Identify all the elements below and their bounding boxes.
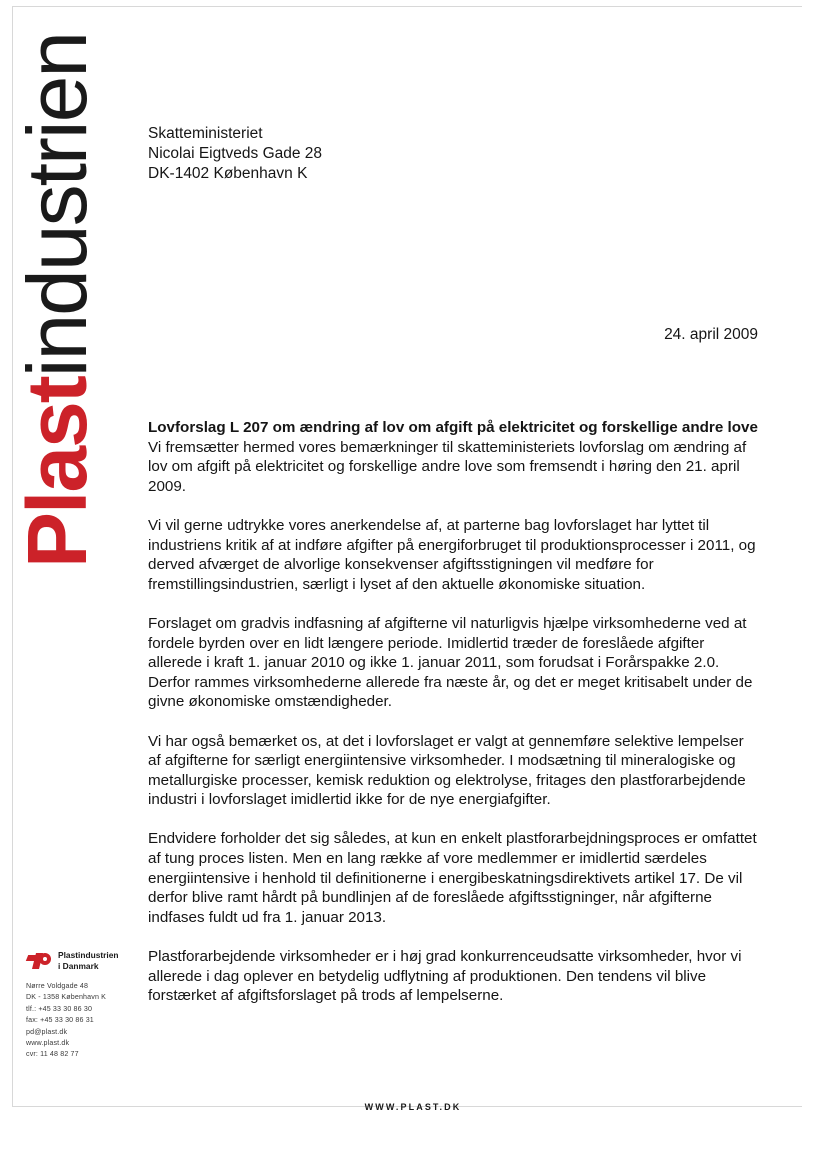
footer-logo-row xyxy=(26,950,144,971)
footer-contact-city: DK - 1358 København K xyxy=(26,993,107,1002)
footer-contact-details xyxy=(26,981,144,1061)
brand-wordmark-red-part: Plast xyxy=(10,377,104,568)
recipient-line-2: Nicolai Eigtveds Gade 28 xyxy=(148,145,323,162)
letter-paragraph-6: Plastforarbejdende virksomheder er i høj grad konkurrenceudsatte virksomheder, hvor vi allerede i dag oplever en betydelig udflytning af produktionen. Den tendens vil blive forstærket af afgiftsforslaget på trods af lempelserne. xyxy=(148,948,742,1005)
recipient-line-3: DK-1402 København K xyxy=(148,165,308,182)
letter-paragraph-5: Endvidere forholder det sig således, at kun en enkelt plastforarbejdningsproces er omfattet af tung proces listen. Men en lang række af vore medlemmer er imidlertid særdeles energiintensive i henhold til definitionerne i energibeskatningsdirektivets artikel 17. De vil derfor blive ramt hårdt på bundlinjen af de foreslåede afgiftsstigninger, når afgifterne indfases fuldt ud fra 1. januar 2013. xyxy=(148,830,757,926)
plastindustrien-pd-logo-icon xyxy=(26,951,52,971)
footer-contact-cvr: cvr: 11 48 82 77 xyxy=(26,1050,79,1059)
footer-contact-email: pd@plast.dk xyxy=(26,1027,68,1036)
vertical-brand-wordmark xyxy=(9,33,105,633)
footer-page-url: WWW.PLAST.DK xyxy=(364,1102,462,1112)
footer-contact-phone: tlf.: +45 33 30 86 30 xyxy=(26,1004,93,1013)
recipient-address xyxy=(148,124,322,184)
footer-contact-fax: fax: +45 33 30 86 31 xyxy=(26,1016,94,1025)
letter-date: 24. april 2009 xyxy=(664,326,758,343)
logo-bowl-shape xyxy=(39,953,51,965)
letter-paragraph-1: Vi fremsætter hermed vores bemærkninger til skatteministeriets lovforslag om ændring af lov om afgift på elektricitet og forskellige andre love som fremsendt i høring den 21. april 2009. xyxy=(148,438,747,495)
footer-contact-website: www.plast.dk xyxy=(26,1039,70,1048)
letter-paragraph-4: Vi har også bemærket os, at det i lovforslaget er valgt at gennemføre selektive lempelser af afgifterne for særligt energiintensive virksomheder. I modsætning til mineralogiske og metallurgiske processer, kemisk reduktion og elektrolyse, fritages den plastforarbejdende industri i lovforslaget imidlertid ikke for de nye energiafgifter. xyxy=(148,732,746,809)
letter-heading: Lovforslag L 207 om ændring af lov om afgift på elektricitet og forskellige andre love xyxy=(148,419,758,436)
brand-wordmark-dark-part: industrien xyxy=(10,33,104,378)
recipient-line-1: Skatteministeriet xyxy=(148,125,263,142)
scan-frame-top-edge xyxy=(12,6,802,7)
letter-paragraph-2: Vi vil gerne udtrykke vores anerkendelse af, at parterne bag lovforslaget har lyttet til industriens kritik af at indføre afgifter på energiforbruget til produktionsprocesser i 2011, og derved afværget de alvorlige konsekvenser afgiftsstigningen vil medføre for fremstillingsindustrien, særligt i lyset af den aktuelle økonomiske situation. xyxy=(148,516,756,593)
footer-contact-block xyxy=(26,950,144,1061)
footer-contact-street: Nørre Voldgade 48 xyxy=(26,982,89,990)
footer-org-name-line-1: Plastindustrien xyxy=(58,950,119,960)
footer-org-name xyxy=(58,950,119,971)
letter-paragraph-3: Forslaget om gradvis indfasning af afgifterne vil naturligvis hjælpe virksomhederne ved at fordele byrden over en lidt længere periode. Imidlertid træder de foreslåede afgifter allerede i kraft 1. januar 2010 og ikke 1. januar 2011, som forudsat i Forårspakke 2.0. Derfor rammes virksomhederne allerede fra næste år, og det er meget kritisabelt under de givne økonomiske omstændigheder. xyxy=(148,614,753,711)
letter-body xyxy=(148,418,758,1006)
footer-org-name-line-2: i Danmark xyxy=(58,960,99,971)
